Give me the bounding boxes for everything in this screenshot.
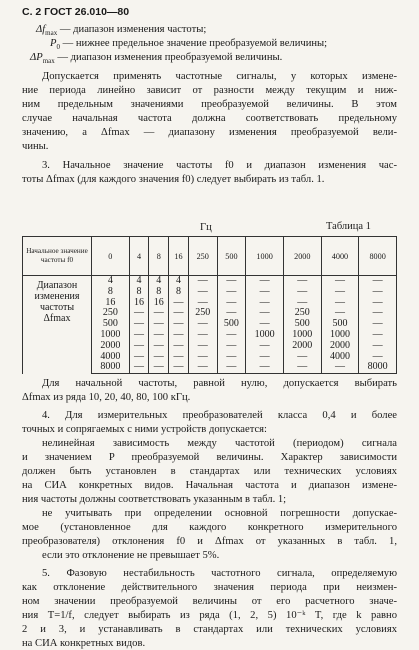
para5-line: ном значении преобразуемой величины от его расчетного значе- [22, 596, 397, 607]
table-header-cell: 0 [92, 237, 130, 276]
table-cell: — [246, 319, 284, 330]
table-cell: — [283, 287, 321, 298]
table-body [23, 276, 397, 374]
table-cell: 250 [283, 308, 321, 319]
table-cell: — [129, 362, 149, 373]
table-cell: — [188, 341, 217, 352]
table-cell: 2000 [321, 341, 359, 352]
table-cell: 1000 [246, 330, 284, 341]
table-header-cell: 250 [188, 237, 217, 276]
table-cell: — [169, 298, 189, 309]
table-cell: 500 [217, 319, 246, 330]
table-cell: 250 [92, 308, 130, 319]
table-cell: 2000 [283, 341, 321, 352]
table-header-cell: 8 [149, 237, 169, 276]
table-cell: — [149, 308, 169, 319]
table-cell: — [188, 362, 217, 373]
para-after-table-line: Δfmax из ряда 10, 20, 40, 80, 100 кГц. [22, 392, 191, 403]
table-header-cell: 1000 [246, 237, 284, 276]
table-cell: — [246, 308, 284, 319]
table-header-cell: 8000 [359, 237, 397, 276]
para5-line: как отклонение действительного значения периода при неизмен- [22, 582, 397, 593]
para4-line: и значением P преобразуемой величины. Характер зависимости [22, 452, 397, 463]
frequency-table [22, 236, 397, 374]
table-cell: — [321, 276, 359, 287]
para5-line: ния T=1/f, следует выбирать из ряда (1, 2, 5) 10⁻ᵏ T, где k равно [22, 610, 397, 621]
table-cell: — [359, 287, 397, 298]
table-cell: — [283, 362, 321, 373]
para4-line: нелинейная зависимость между частотой (периодом) сигнала [42, 438, 397, 449]
table-cell: — [359, 319, 397, 330]
para4-line: не учитывать при определении основной погрешности допускае- [42, 508, 397, 519]
table-cell: — [359, 330, 397, 341]
table-cell: 500 [321, 319, 359, 330]
para1-line: значению, а Δfmax — диапазону изменения преобразуемой вели- [22, 127, 397, 138]
table-cell: 1000 [321, 330, 359, 341]
table-cell: — [217, 308, 246, 319]
table-cell: 500 [92, 319, 130, 330]
row-label-line: частоты [39, 302, 75, 313]
para4-line: мое (установленное для каждого конкретного измерительного [22, 522, 397, 533]
table-cell: — [246, 362, 284, 373]
table-cell: — [188, 298, 217, 309]
table-cell: — [188, 330, 217, 341]
table-cell: — [149, 330, 169, 341]
table-cell: 4 [129, 276, 149, 287]
definition-p0: $P_0$ — нижнее предельное значение преобразуемой величины; [50, 38, 328, 52]
table-header-cell: 2000 [283, 237, 321, 276]
para1-line: случае начальная частота должна соответствовать предельному [22, 113, 397, 124]
table-cell: — [217, 276, 246, 287]
table-cell: 4000 [92, 352, 130, 363]
table-cell: — [359, 298, 397, 309]
para4-line: если это отклонение не превышает 5%. [42, 550, 220, 561]
table-cell: — [283, 276, 321, 287]
table-cell: — [149, 341, 169, 352]
table-cell: — [169, 330, 189, 341]
definition-delta-f: $\Delta f_{max}$ — диапазон изменения частоты; [36, 24, 207, 38]
table-header-cell: 500 [217, 237, 246, 276]
table-cell: — [246, 287, 284, 298]
para1-line: ним предельным значениями преобразуемой величины. В этом [22, 99, 397, 110]
para5-line: на СИА конкретных видов. [22, 638, 146, 649]
table-title: Таблица 1 [326, 221, 371, 232]
table-cell: — [359, 341, 397, 352]
para4-line: должен быть установлен в стандартах или технических условиях [22, 466, 397, 477]
table-cell: — [246, 298, 284, 309]
para1-line: Допускается применять частотные сигналы, у которых измене- [42, 71, 397, 82]
para5-line: 2 и 3, и устанавливать в стандартах или технических условиях [22, 624, 397, 635]
table-header-row [23, 237, 397, 276]
table-cell: — [169, 341, 189, 352]
table-cell: — [359, 276, 397, 287]
table-cell: — [129, 352, 149, 363]
table-cell: — [217, 352, 246, 363]
para5-line: 5. Фазовую нестабильность частотного сигнала, определяемую [42, 568, 397, 579]
table-cell: — [188, 319, 217, 330]
row-label-line: Δfmax [43, 313, 71, 324]
table-cell: — [169, 308, 189, 319]
table-cell: 4 [149, 276, 169, 287]
table-cell: — [169, 362, 189, 373]
para4-line: точных и сопрягаемых с ними устройств допускается: [22, 424, 267, 435]
table-cell: 16 [149, 298, 169, 309]
table-cell: 8000 [359, 362, 397, 373]
row-label-line: Диапазон [36, 280, 78, 291]
table-cell: 8000 [92, 362, 130, 373]
table-cell: — [321, 362, 359, 373]
table-cell: 8 [129, 287, 149, 298]
table-cell: — [217, 341, 246, 352]
row-label-cell [23, 276, 92, 374]
table-cell: — [283, 298, 321, 309]
table-cell: — [129, 341, 149, 352]
table-cell: 8 [149, 287, 169, 298]
table-cell: — [129, 308, 149, 319]
para3-line: тоты Δfmax (для каждого значения f0) следует выбирать из табл. 1. [22, 174, 325, 185]
definition-delta-p: $\Delta P_{max}$ — диапазон изменения преобразуемой величины. [30, 52, 283, 66]
table-cell: 8 [169, 287, 189, 298]
table-cell: — [359, 352, 397, 363]
table-cell: 2000 [92, 341, 130, 352]
para4-line: ния частоты должны соответствовать указанным в табл. 1; [22, 494, 287, 505]
table-cell: — [217, 287, 246, 298]
page-header: С. 2 ГОСТ 26.010—80 [22, 6, 130, 18]
table-cell: 4 [92, 276, 130, 287]
table-cell: — [217, 362, 246, 373]
table-cell: — [283, 352, 321, 363]
table-cell: 250 [188, 308, 217, 319]
para1-line: чины. [22, 141, 49, 152]
table-cell: — [246, 276, 284, 287]
table-cell: — [169, 352, 189, 363]
table-cell: — [188, 352, 217, 363]
table-cell: — [149, 352, 169, 363]
table-cell: — [188, 287, 217, 298]
table-cell: 4 [169, 276, 189, 287]
table-cell: — [246, 341, 284, 352]
table-cell: — [149, 362, 169, 373]
table-cell: 16 [129, 298, 149, 309]
table-cell: — [321, 287, 359, 298]
table-cell: — [321, 308, 359, 319]
table-header-cell: 16 [169, 237, 189, 276]
table-cell: — [188, 276, 217, 287]
table-cell: — [359, 308, 397, 319]
table-cell: 4000 [321, 352, 359, 363]
row-label-line: изменения [34, 291, 80, 302]
para4-line: на СИА конкретных видов. Начальная частота и диапазон измене- [22, 480, 397, 491]
table-cell: — [217, 298, 246, 309]
table-cell: 1000 [92, 330, 130, 341]
para1-line: ние периода линейно зависит от разности между текущим и ниж- [22, 85, 397, 96]
para3-line: 3. Начальное значение частоты f0 и диапазон изменения час- [42, 160, 397, 171]
table-cell: 500 [283, 319, 321, 330]
table-cell: 8 [92, 287, 130, 298]
table-cell: — [246, 352, 284, 363]
table-cell: 1000 [283, 330, 321, 341]
table-header-cell: Начальное значение частоты f0 [23, 237, 92, 276]
table-cell: — [149, 319, 169, 330]
para-after-table-line: Для начальной частоты, равной нулю, допускается выбирать [42, 378, 397, 389]
table-cell: — [169, 319, 189, 330]
para4-line: 4. Для измерительных преобразователей класса 0,4 и более [42, 410, 397, 421]
table-cell: — [321, 298, 359, 309]
table-cell: 16 [92, 298, 130, 309]
table-header-cell: 4 [129, 237, 149, 276]
table-cell: — [217, 330, 246, 341]
table-header-cell: 4000 [321, 237, 359, 276]
table-unit: Гц [200, 222, 212, 233]
table-cell: — [129, 330, 149, 341]
table-cell: — [129, 319, 149, 330]
para4-line: преобразователя) отклонения f0 и Δfmax от указанных в табл. 1, [22, 536, 397, 547]
